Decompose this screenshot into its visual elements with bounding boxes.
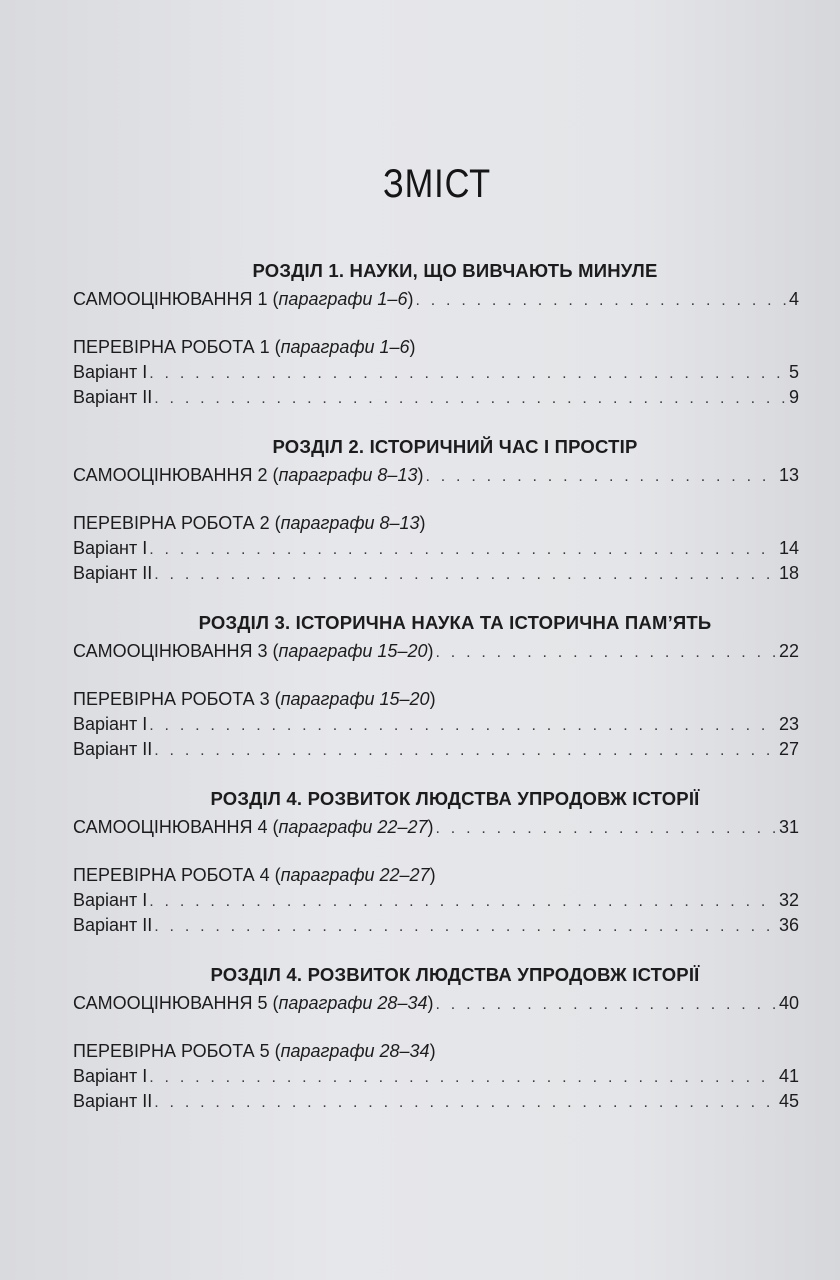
entry-label: Варіант І <box>73 714 148 734</box>
toc-section <box>73 256 799 410</box>
page-number: 31 <box>778 817 799 837</box>
entry-label: САМООЦІНЮВАННЯ 3 (параграфи 15–20) <box>73 641 434 661</box>
toc-entry-test-work <box>73 1038 799 1064</box>
page-number: 4 <box>788 289 799 309</box>
entry-label: САМООЦІНЮВАННЯ 5 (параграфи 28–34) <box>73 993 434 1013</box>
dot-leader <box>149 361 787 386</box>
paragraph-range: параграфи 15–20 <box>280 689 430 709</box>
entry-label: Варіант І <box>73 890 148 910</box>
page-number: 41 <box>778 1066 799 1086</box>
page-number: 9 <box>788 387 799 407</box>
entry-label: Варіант І <box>73 362 148 382</box>
paragraph-range: параграфи 22–27 <box>278 817 428 837</box>
dot-leader <box>154 386 787 411</box>
dot-leader <box>415 288 787 314</box>
entry-label: ПЕРЕВІРНА РОБОТА 1 (параграфи 1–6) <box>73 337 416 357</box>
toc-entry-self-assessment[interactable] <box>73 638 799 664</box>
paragraph-range: параграфи 28–34 <box>278 993 428 1013</box>
paragraph-range: параграфи 8–13 <box>280 513 420 533</box>
page-number: 27 <box>778 739 799 759</box>
entry-label: Варіант І <box>73 538 148 558</box>
toc-entry-variant[interactable] <box>73 360 799 385</box>
page-number: 18 <box>778 563 799 583</box>
entry-label: Варіант ІІ <box>73 915 153 935</box>
section-heading: РОЗДІЛ 2. ІСТОРИЧНИЙ ЧАС І ПРОСТІР <box>272 436 638 457</box>
dot-leader <box>149 889 777 914</box>
section-heading: РОЗДІЛ 3. ІСТОРИЧНА НАУКА ТА ІСТОРИЧНА ПАМ’ЯТЬ <box>198 612 712 633</box>
table-of-contents <box>73 256 799 1136</box>
toc-entry-variant[interactable] <box>73 712 799 737</box>
toc-entry-test-work <box>73 334 799 360</box>
page-number: 23 <box>778 714 799 734</box>
toc-entry-self-assessment[interactable] <box>73 814 799 840</box>
toc-entry-variant[interactable] <box>73 561 799 586</box>
dot-leader <box>154 1090 777 1115</box>
toc-entry-test-work <box>73 510 799 536</box>
page-number: 13 <box>778 465 799 485</box>
toc-entry-test-work <box>73 686 799 712</box>
dot-leader <box>149 713 777 738</box>
dot-leader <box>435 640 776 666</box>
paragraph-range: параграфи 1–6 <box>278 289 408 309</box>
entry-label: Варіант ІІ <box>73 563 153 583</box>
dot-leader <box>154 562 777 587</box>
toc-entry-variant[interactable] <box>73 1089 799 1114</box>
dot-leader <box>425 464 777 490</box>
toc-entry-variant[interactable] <box>73 385 799 410</box>
entry-label: САМООЦІНЮВАННЯ 1 (параграфи 1–6) <box>73 289 414 309</box>
toc-entry-variant[interactable] <box>73 1064 799 1089</box>
toc-entry-self-assessment[interactable] <box>73 990 799 1016</box>
page-title: ЗМІСТ <box>382 162 492 206</box>
toc-section <box>73 960 799 1114</box>
page-number: 32 <box>778 890 799 910</box>
toc-section <box>73 432 799 586</box>
page-number: 45 <box>778 1091 799 1111</box>
entry-label: Варіант ІІ <box>73 387 153 407</box>
toc-section <box>73 784 799 938</box>
section-heading: РОЗДІЛ 4. РОЗВИТОК ЛЮДСТВА УПРОДОВЖ ІСТОРІЇ <box>210 788 700 809</box>
paragraph-range: параграфи 15–20 <box>278 641 428 661</box>
dot-leader <box>154 914 777 939</box>
entry-label: Варіант ІІ <box>73 739 153 759</box>
toc-section <box>73 608 799 762</box>
page-number: 14 <box>778 538 799 558</box>
entry-label: Варіант І <box>73 1066 148 1086</box>
paragraph-range: параграфи 28–34 <box>280 1041 430 1061</box>
entry-label: ПЕРЕВІРНА РОБОТА 5 (параграфи 28–34) <box>73 1041 436 1061</box>
paragraph-range: параграфи 22–27 <box>280 865 430 885</box>
section-heading: РОЗДІЛ 1. НАУКИ, ЩО ВИВЧАЮТЬ МИНУЛЕ <box>252 260 658 281</box>
paragraph-range: параграфи 1–6 <box>280 337 410 357</box>
toc-entry-variant[interactable] <box>73 737 799 762</box>
page-number: 36 <box>778 915 799 935</box>
entry-label: САМООЦІНЮВАННЯ 4 (параграфи 22–27) <box>73 817 434 837</box>
page-number: 40 <box>778 993 799 1013</box>
entry-label: ПЕРЕВІРНА РОБОТА 3 (параграфи 15–20) <box>73 689 436 709</box>
entry-label: ПЕРЕВІРНА РОБОТА 2 (параграфи 8–13) <box>73 513 426 533</box>
entry-label: Варіант ІІ <box>73 1091 153 1111</box>
toc-entry-test-work <box>73 862 799 888</box>
page-number: 22 <box>778 641 799 661</box>
section-heading: РОЗДІЛ 4. РОЗВИТОК ЛЮДСТВА УПРОДОВЖ ІСТОРІЇ <box>210 964 700 985</box>
entry-label: САМООЦІНЮВАННЯ 2 (параграфи 8–13) <box>73 465 424 485</box>
dot-leader <box>435 992 776 1018</box>
page-number: 5 <box>788 362 799 382</box>
toc-entry-variant[interactable] <box>73 888 799 913</box>
toc-entry-self-assessment[interactable] <box>73 286 799 312</box>
dot-leader <box>149 1065 777 1090</box>
toc-entry-variant[interactable] <box>73 913 799 938</box>
toc-entry-variant[interactable] <box>73 536 799 561</box>
dot-leader <box>149 537 777 562</box>
dot-leader <box>154 738 777 763</box>
toc-entry-self-assessment[interactable] <box>73 462 799 488</box>
dot-leader <box>435 816 776 842</box>
entry-label: ПЕРЕВІРНА РОБОТА 4 (параграфи 22–27) <box>73 865 436 885</box>
paragraph-range: параграфи 8–13 <box>278 465 418 485</box>
